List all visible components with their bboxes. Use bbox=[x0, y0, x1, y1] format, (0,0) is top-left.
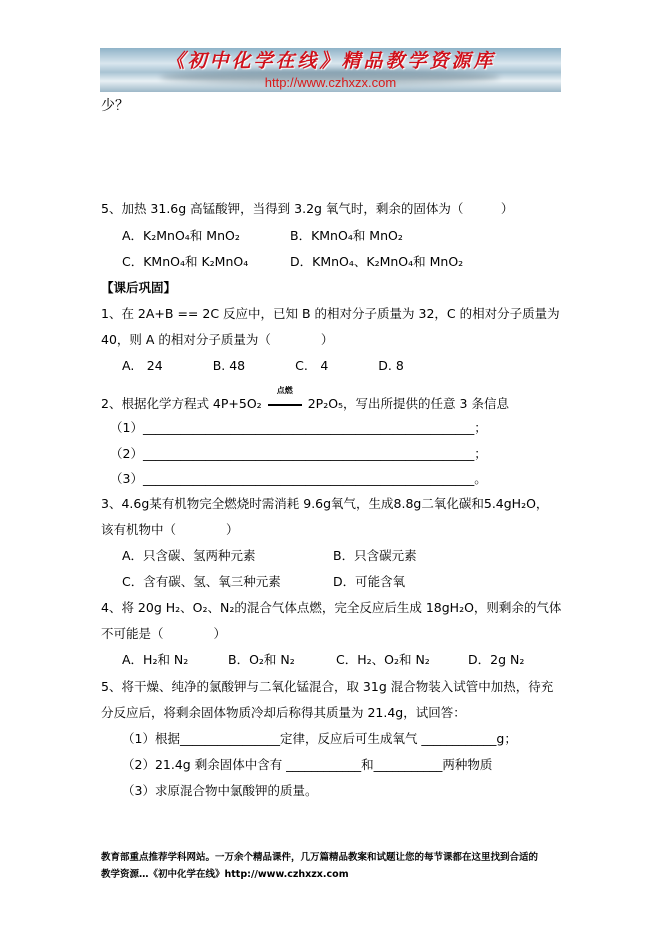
footer-line-2: 教学资源…《初中化学在线》http://www.czhxzx.com bbox=[101, 869, 349, 880]
answer-blank-3: （3）_____________________________________________________。 bbox=[110, 471, 487, 486]
sub-question-2: （2）21.4g 剩余固体中含有 ____________和___________两种物质 bbox=[122, 757, 493, 772]
practice-3-cont: 该有机物中（ ） bbox=[101, 522, 239, 537]
sub-question-3: （3）求原混合物中氯酸钾的质量。 bbox=[122, 783, 318, 798]
option-d: D．KMnO₄、K₂MnO₄和 MnO₂ bbox=[290, 254, 464, 269]
option-d: D．2g N₂ bbox=[468, 652, 525, 667]
equation-right: 2P₂O₅，写出所提供的任意 3 条信息 bbox=[307, 396, 509, 411]
option-c: C．KMnO₄和 K₂MnO₄ bbox=[122, 254, 249, 269]
practice-4: 4、将 20g H₂、O₂、N₂的混合气体点燃，完全反应后生成 18gH₂O，则剩余的气体 bbox=[101, 600, 562, 615]
section-heading: 【课后巩固】 bbox=[101, 280, 177, 295]
practice-1-options: A. 24 B. 48 C. 4 D. 8 bbox=[122, 358, 404, 373]
option-b: B．KMnO₄和 MnO₂ bbox=[290, 228, 403, 243]
reaction-condition: 点燃 bbox=[276, 386, 293, 395]
practice-5-cont: 分反应后，将剩余固体物质冷却后称得其质量为 21.4g，试回答： bbox=[101, 705, 466, 720]
equation-left: 2、根据化学方程式 4P+5O₂ bbox=[101, 396, 262, 411]
option-c: C．H₂、O₂和 N₂ bbox=[336, 652, 430, 667]
option-d: D．可能含氧 bbox=[333, 574, 406, 589]
option-b: B．只含碳元素 bbox=[333, 548, 417, 563]
banner-title: 《初中化学在线》精品教学资源库 bbox=[165, 50, 496, 72]
option-b: B．O₂和 N₂ bbox=[228, 652, 295, 667]
text-line: 少？ bbox=[101, 98, 129, 114]
banner-url[interactable]: http://www.czhxzx.com bbox=[264, 75, 397, 90]
practice-5: 5、将干燥、纯净的氯酸钾与二氧化锰混合，取 31g 混合物装入试管中加热，待充 bbox=[101, 679, 554, 694]
header-banner bbox=[100, 48, 561, 92]
practice-2 bbox=[101, 396, 509, 412]
practice-4-cont: 不可能是（ ） bbox=[101, 626, 227, 641]
practice-3: 3、4.6g某有机物完全燃烧时需消耗 9.6g氧气，生成8.8g二氧化碳和5.4gH₂O， bbox=[101, 496, 549, 511]
question-5: 5、加热 31.6g 高锰酸钾，当得到 3.2g 氧气时，剩余的固体为（ ） bbox=[101, 201, 514, 216]
practice-1: 1、在 2A+B == 2C 反应中，已知 B 的相对分子质量为 32，C 的相对分子质量为 bbox=[101, 306, 560, 321]
reaction-arrow bbox=[268, 396, 302, 412]
footer-line-1: 教育部重点推荐学科网站。一万余个精品课件，几万篇精品教案和试题让您的每节课都在这里找到合适的 bbox=[101, 852, 539, 863]
answer-blank-1: （1）_____________________________________________________； bbox=[110, 420, 487, 435]
answer-blank-2: （2）_____________________________________________________； bbox=[110, 446, 487, 461]
option-a: A．K₂MnO₄和 MnO₂ bbox=[122, 228, 240, 243]
sub-question-1: （1）根据________________定律，反应后可生成氧气 ____________g； bbox=[122, 731, 517, 746]
option-a: A．H₂和 N₂ bbox=[122, 652, 189, 667]
option-a: A．只含碳、氢两种元素 bbox=[122, 548, 256, 563]
option-c: C．含有碳、氢、氧三种元素 bbox=[122, 574, 281, 589]
practice-1-cont: 40，则 A 的相对分子质量为（ ） bbox=[101, 332, 334, 347]
